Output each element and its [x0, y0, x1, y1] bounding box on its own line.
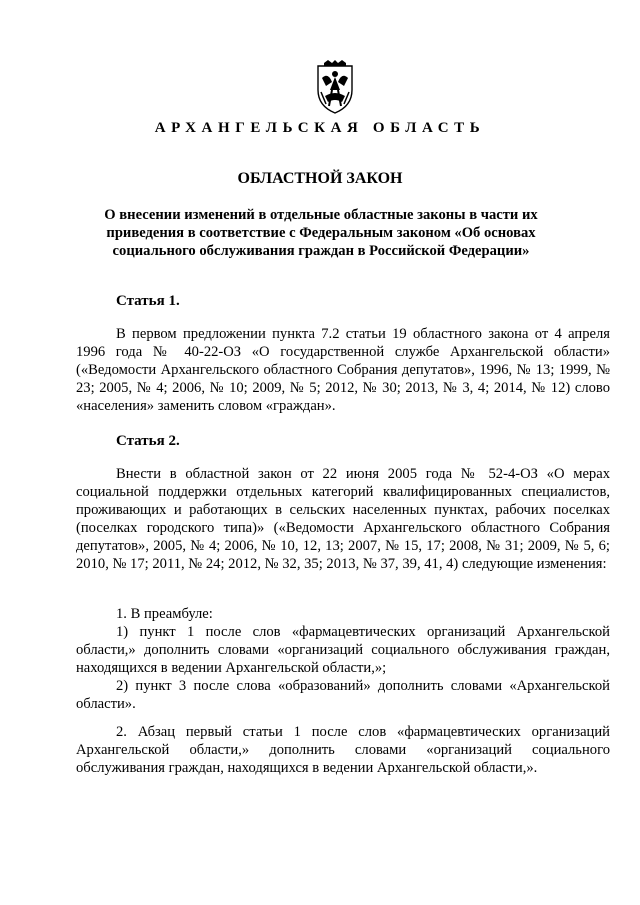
region-title: АРХАНГЕЛЬСКАЯ ОБЛАСТЬ [154, 120, 486, 136]
article-1-paragraph: В первом предложении пункта 7.2 статьи 19 областного закона от 4 апреля 1996 года № 40-22-ОЗ «О государственной службе Архангельской области» («Ведомости Архангельского областного Собрания депутатов», 1996, № 13; 1999, № 23; 2005, № 4; 2006, № 10; 2009, № 5; 2012, № 30; 2013, № 3, 4; 2014, № 12) слово «населения» заменить словом «граждан». [76, 326, 610, 414]
article-2-item-1-subitem-1: 1) пункт 1 после слов «фармацевтических организаций Архангельской области,» дополнить словами «организаций социального обслуживания граждан, находящихся в ведении Архангельской области,»; [76, 624, 610, 676]
law-type-title: ОБЛАСТНОЙ ЗАКОН [237, 170, 403, 187]
article-2-item-2: 2. Абзац первый статьи 1 после слов «фармацевтических организаций Архангельской области,» дополнить словами «организаций социального обслуживания граждан, находящихся в ведении Архангельской области,». [76, 724, 610, 776]
article-2-item-1: 1. В преамбуле: [116, 606, 213, 622]
article-1-title: Статья 1. [116, 293, 180, 309]
law-subject: О внесении изменений в отдельные областные законы в части их приведения в соответствие с Федеральным законом «Об основах социального обслуживания граждан в Российской Федерации» [104, 207, 538, 259]
article-2-item-1-subitem-2: 2) пункт 3 после слова «образований» дополнить словами «Архангельской области». [76, 678, 610, 712]
article-2-paragraph-intro: Внести в областной закон от 22 июня 2005 года № 52-4-ОЗ «О мерах социальной поддержки отдельных категорий квалифицированных специалистов, проживающих и работающих в сельских населенных пунктах, рабочих поселках (поселках городского типа)» («Ведомости Архангельского областного Собрания депутатов», 2005, № 4; 2006, № 10, 12, 13; 2007, № 15, 17; 2008, № 31; 2009, № 5, 6; 2010, № 17; 2011, № 24; 2012, № 32, 35; 2013, № 37, 39, 41, 4) следующие изменения: [76, 466, 610, 572]
coat-of-arms-icon [312, 60, 358, 116]
article-2-title: Статья 2. [116, 433, 180, 449]
